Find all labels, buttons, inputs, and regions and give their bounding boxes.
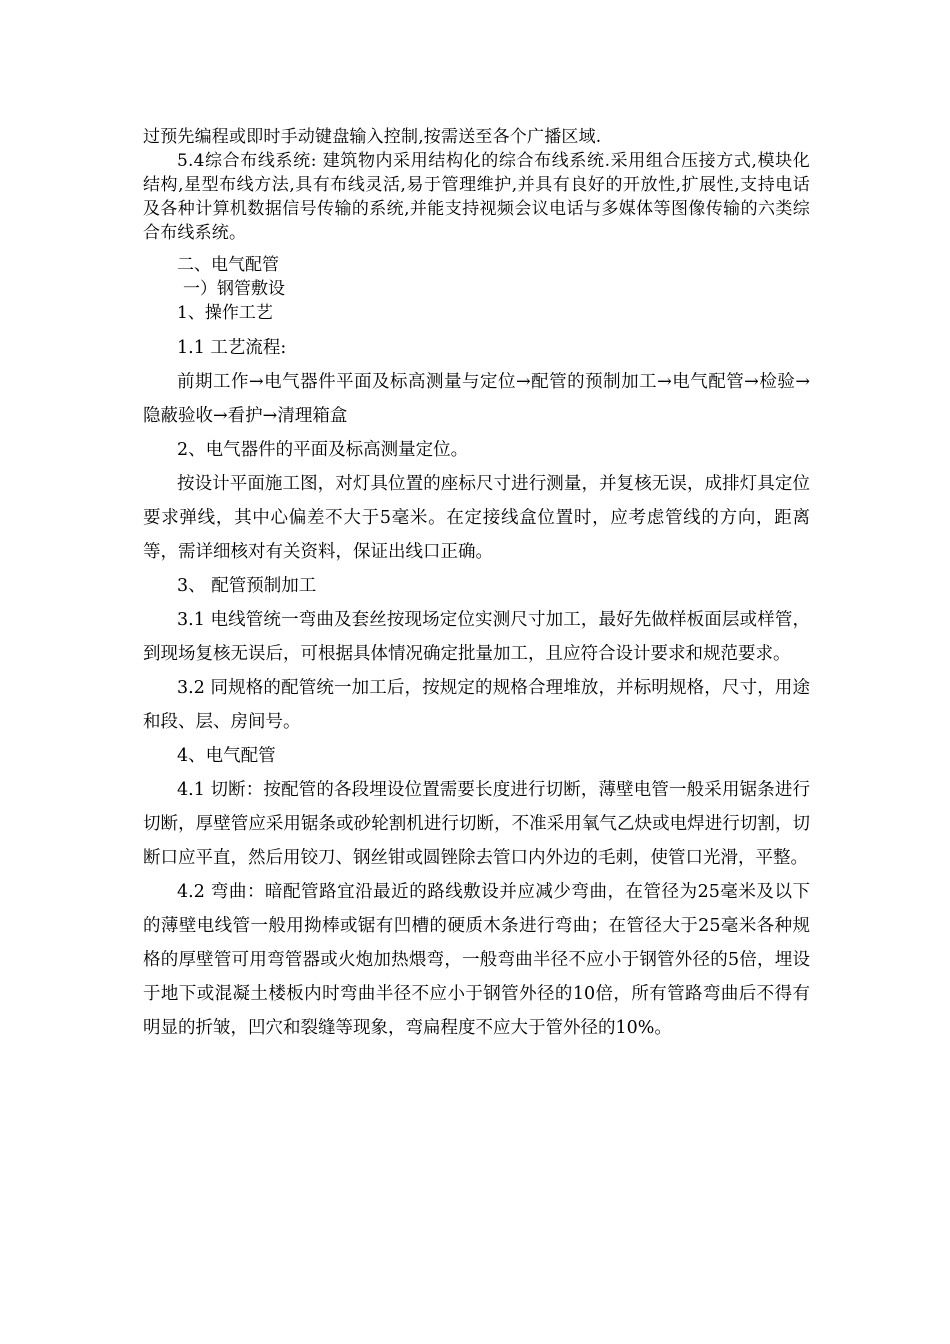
body-block <box>143 331 810 1045</box>
heading-block <box>143 253 810 325</box>
paragraph-measurement: 按设计平面施工图，对灯具位置的座标尺寸进行测量，并复核无误，成排灯具定位要求弹线，其中心偏差不大于5毫米。在定接线盒位置时，应考虑管线的方向，距离等，需详细核对有关资料，保证出线口正确。 <box>143 474 810 562</box>
paragraph-process-flow: 前期工作→电气器件平面及标高测量与定位→配管的预制加工→电气配管→检验→隐蔽验收→看护→清理箱盒 <box>143 372 810 426</box>
paragraph-3-1: 3.1 电线管统一弯曲及套丝按现场定位实测尺寸加工，最好先做样板面层或样管，到现场复核无误后，可根据具体情况确定批量加工，且应符合设计要求和规范要求。 <box>143 610 810 664</box>
section-title-electrical-conduit: 二、电气配管 <box>177 255 279 275</box>
item-title-process-flow: 1.1 工艺流程: <box>177 338 287 358</box>
paragraph-4-2-bending: 4.2 弯曲：暗配管路宜沿最近的路线敷设并应减少弯曲，在管径为25毫米及以下的薄壁电线管一般用拗棒或锯有凹槽的硬质木条进行弯曲；在管径大于25毫米各种规格的厚壁管可用弯管器或火炮加热煨弯，一般弯曲半径不应小于钢管外径的5倍，埋设于地下或混凝土楼板内时弯曲半径不应小于钢管外径的10倍，所有管路弯曲后不得有明显的折皱，凹穴和裂缝等现象，弯扁程度不应大于管外径的10%。 <box>143 882 810 1038</box>
item-title-electrical-conduit: 4、电气配管 <box>177 746 276 766</box>
subsection-title-steel-pipe: 一）钢管敷设 <box>183 279 285 299</box>
intro-block <box>143 125 810 245</box>
paragraph-cabling-system: 5.4综合布线系统: 建筑物内采用结构化的综合布线系统.采用组合压接方式,模块化结构,星型布线方法,具有布线灵活,易于管理维护,并具有良好的开放性,扩展性,支持电话及各种计算机数据信号传输的系统,并能支持视频会议电话与多媒体等图像传输的六类综合布线系统。 <box>143 151 810 243</box>
item-title-operation-process: 1、操作工艺 <box>177 303 273 323</box>
item-title-measurement: 2、电气器件的平面及标高测量定位。 <box>177 440 469 460</box>
paragraph-3-2: 3.2 同规格的配管统一加工后，按规定的规格合理堆放，并标明规格，尺寸，用途和段、层、房间号。 <box>143 678 810 732</box>
item-title-prefabrication: 3、 配管预制加工 <box>177 576 317 596</box>
paragraph-broadcast: 过预先编程或即时手动键盘输入控制,按需送至各个广播区域. <box>143 127 602 147</box>
paragraph-4-1-cutting: 4.1 切断：按配管的各段埋设位置需要长度进行切断，薄壁电管一般采用锯条进行切断，厚壁管应采用锯条或砂轮割机进行切断，不准采用氧气乙炔或电焊进行切割，切断口应平直，然后用铰刀、钢丝钳或圆锉除去管口内外边的毛刺，使管口光滑，平整。 <box>143 780 810 868</box>
